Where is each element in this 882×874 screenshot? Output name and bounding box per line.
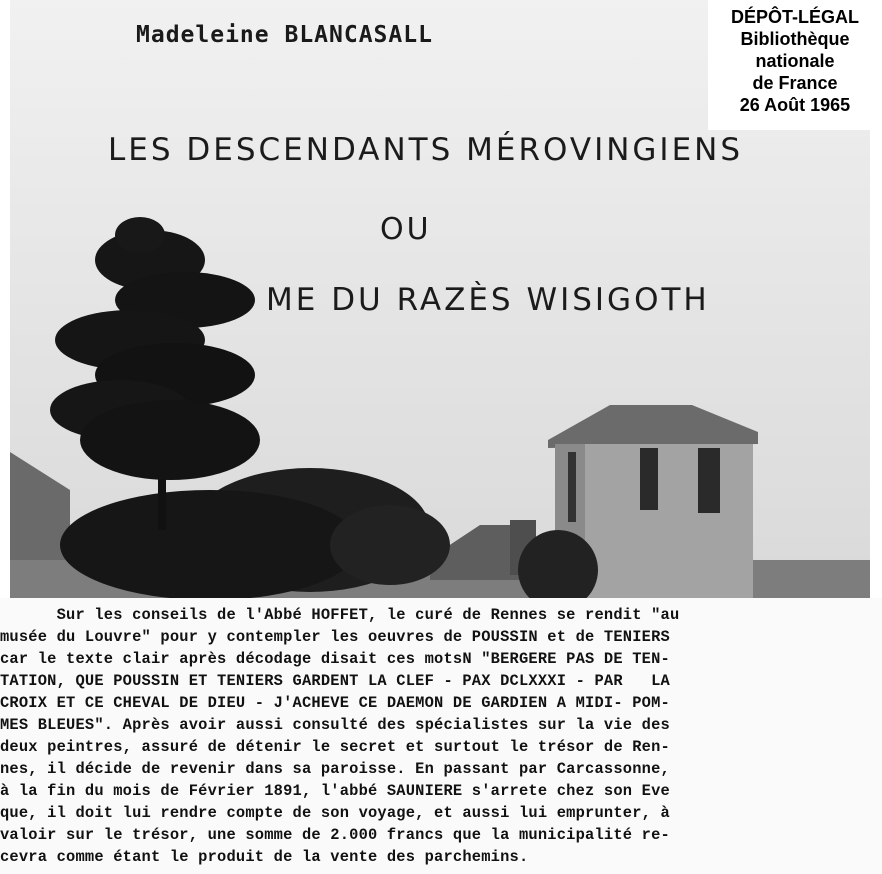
text-line: deux peintres, assuré de détenir le secret et surtout le trésor de Ren- (0, 738, 670, 756)
legal-deposit-stamp (708, 0, 882, 130)
text-line: Sur les conseils de l'Abbé HOFFET, le curé de Rennes se rendit "au (0, 606, 680, 624)
stamp-line-1: DÉPÔT-LÉGAL (730, 7, 859, 27)
pine-tree (50, 217, 260, 530)
stamp-line-5: 26 Août 1965 (739, 95, 851, 115)
text-line: TATION, QUE POUSSIN ET TENIERS GARDENT LA CLEF - PAX DCLXXXI - PAR LA (0, 672, 670, 690)
text-line: valoir sur le trésor, une somme de 2.000 francs que la municipalité re- (0, 826, 670, 844)
text-line: que, il doit lui rendre compte de son voyage, et aussi lui emprunter, à (0, 804, 670, 822)
title-line-1: LES DESCENDANTS MÉROVINGIENS (108, 132, 744, 168)
title-line-2: OU (380, 212, 432, 247)
author-name: Madeleine BLANCASALL (136, 22, 433, 48)
text-line: nes, il décide de revenir dans sa paroisse. En passant par Carcassonne, (0, 760, 670, 778)
text-line: à la fin du mois de Février 1891, l'abbé SAUNIERE s'arrete chez son Eve (0, 782, 670, 800)
text-line: car le texte clair après décodage disait ces motsN "BERGERE PAS DE TEN- (0, 650, 670, 668)
stamp-line-4: de France (752, 73, 838, 93)
stamp-line-2: Bibliothèque (740, 29, 850, 49)
stamp-line-3: nationale (755, 51, 835, 71)
text-line: musée du Louvre" pour y contempler les oeuvres de POUSSIN et de TENIERS (0, 628, 670, 646)
typewritten-text (0, 598, 882, 874)
title-line-3: ME DU RAZÈS WISIGOTH (266, 282, 710, 318)
text-line: CROIX ET CE CHEVAL DE DIEU - J'ACHEVE CE DAEMON DE GARDIEN A MIDI- POM- (0, 694, 670, 712)
text-line: MES BLEUES". Après avoir aussi consulté des spécialistes sur la vie des (0, 716, 670, 734)
text-line: cevra comme étant le produit de la vente des parchemins. (0, 848, 529, 866)
